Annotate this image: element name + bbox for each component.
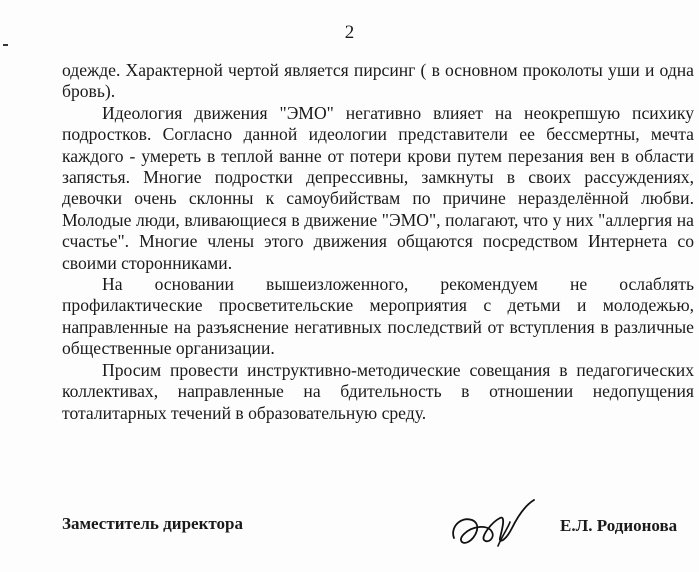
paragraph-request: Просим провести инструктивно-методические совещания в педагогических коллективах, направленные на бдительность в отношении недопущения тоталитарных течений в образовательную среду. (62, 359, 694, 423)
letter-body (62, 60, 694, 424)
paragraph-continuation: одежде. Характерной чертой является пирсинг ( в основном проколоты уши и одна бровь). (62, 60, 694, 102)
signatory-name: Е.Л. Родионова (560, 516, 678, 535)
signature-block (0, 508, 699, 558)
paragraph-recommendation: На основании вышеизложенного, рекомендуем не ослаблять профилактические просветительские мероприятия с детьми и молодежью, направленные на разъяснение негативных последствий от вступления в различные общественные организации. (62, 274, 694, 359)
scan-mark (3, 44, 8, 46)
paragraph-emo-ideology: Идеология движения "ЭМО" негативно влияет на неокрепшую психику подростков. Согласно данной идеологии представители ее бессмертны, мечта каждого - умереть в теплой ванне от потери крови путем перезания вен в области запястья. Многие подростки депрессивны, замкнуты в своих рассуждениях, девочки очень склонны к самоубийствам по причине неразделённой любви. Молодые люди, вливающиеся в движение "ЭМО", полагают, что у них "аллергия на счастье". Многие члены этого движения общаются посредством Интернета со своими сторонниками. (62, 102, 694, 273)
signatory-role: Заместитель директора (62, 514, 243, 533)
page-number: 2 (344, 22, 355, 43)
handwritten-signature (448, 498, 538, 552)
